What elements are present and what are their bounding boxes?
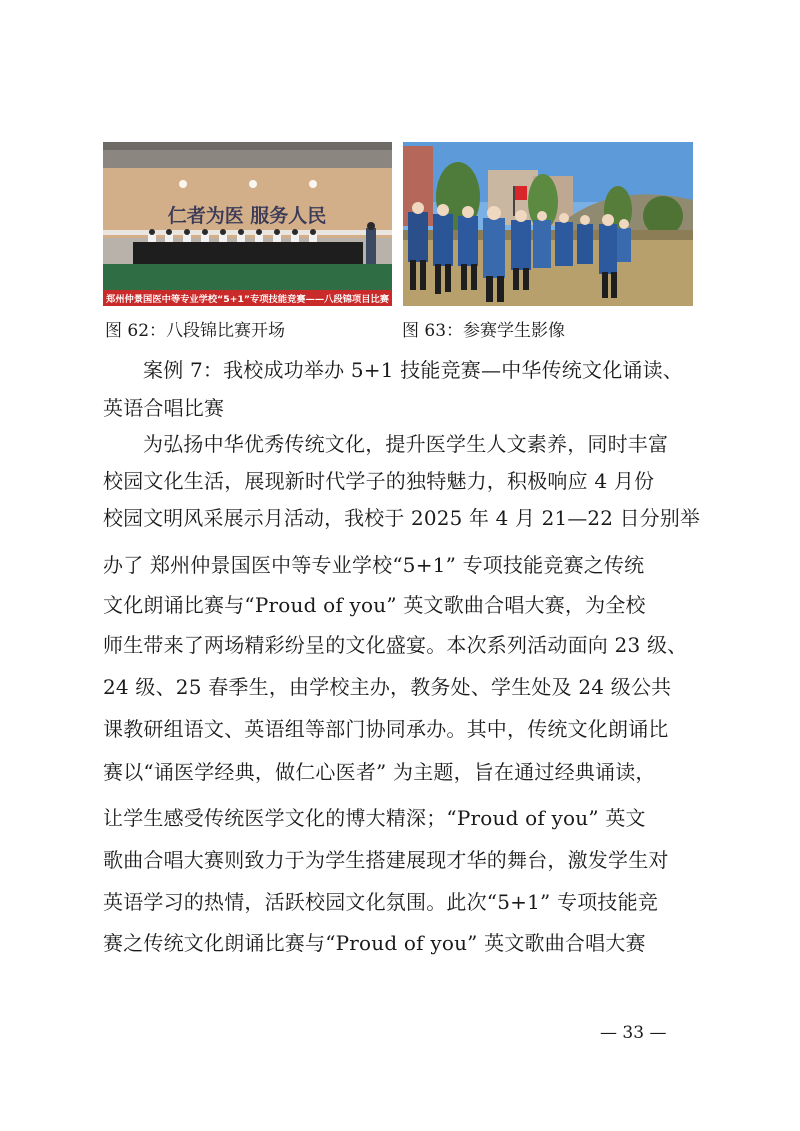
banner-slogan: 仁者为医 服务人民 [167,205,327,227]
figure-62-photo [103,142,392,306]
case-heading-line-1: 案例 7：我校成功举办 5+1 技能竞赛—中华传统文化诵读、 [143,358,684,382]
case-heading-line-2: 英语合唱比赛 [103,396,225,420]
body-line: 文化朗诵比赛与“Proud of you” 英文歌曲合唱大赛，为全校 [103,593,646,617]
figure-63-photo [403,142,693,306]
figure-62-caption: 图 62：八段锦比赛开场 [105,321,286,341]
body-line: 歌曲合唱大赛则致力于为学生搭建展现才华的舞台，激发学生对 [103,848,669,872]
body-line: 让学生感受传统医学文化的博大精深；“Proud of you” 英文 [103,806,646,830]
banner-bottom: 郑州仲景国医中等专业学校“5+1”专项技能竞赛——八段锦项目比赛 [106,295,381,305]
body-line: 校园文化生活，展现新时代学子的独特魅力，积极响应 4 月份 [103,469,655,493]
body-line: 师生带来了两场精彩纷呈的文化盛宴。本次系列活动面向 23 级、 [103,633,688,657]
figure-63-caption: 图 63：参赛学生影像 [402,321,566,341]
body-line: 赛之传统文化朗诵比赛与“Proud of you” 英文歌曲合唱大赛 [103,931,646,955]
body-line: 赛以“诵医学经典，做仁心医者” 为主题，旨在通过经典诵读， [103,760,656,784]
body-line: 办了 郑州仲景国医中等专业学校“5+1” 专项技能竞赛之传统 [103,553,645,577]
body-line: 校园文明风采展示月活动，我校于 2025 年 4 月 21—22 日分别举 [103,506,701,530]
body-line: 英语学习的热情，活跃校园文化氛围。此次“5+1” 专项技能竞 [103,890,659,914]
body-line: 课教研组语文、英语组等部门协同承办。其中，传统文化朗诵比 [103,717,669,741]
body-line: 24 级、25 春季生，由学校主办，教务处、学生处及 24 级公共 [103,675,672,699]
page-number: — 33 — [600,1023,667,1043]
body-line: 为弘扬中华优秀传统文化，提升医学生人文素养，同时丰富 [143,432,669,456]
